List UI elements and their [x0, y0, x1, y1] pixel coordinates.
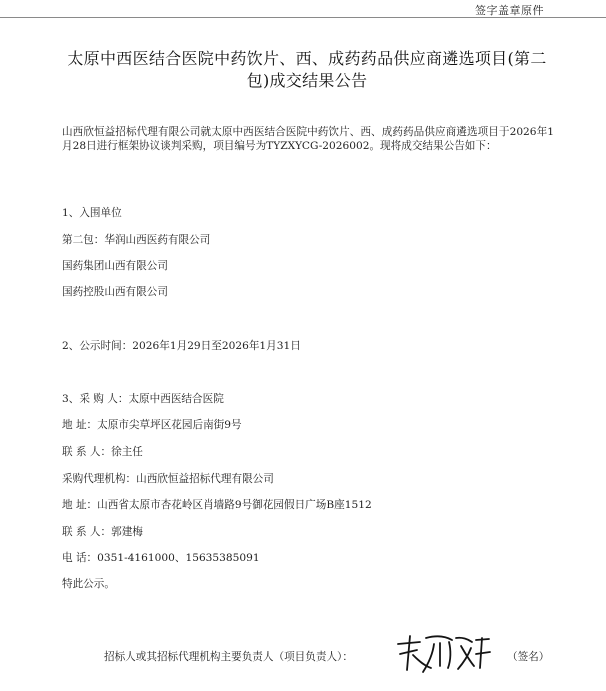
signature-label: 招标人或其招标代理机构主要负责人（项目负责人）：	[104, 651, 353, 663]
agency-contact: 联 系 人：郭建梅	[62, 526, 143, 538]
purchaser-line: 3、采 购 人：太原中西医结合医院	[62, 393, 224, 405]
purchaser-contact: 联 系 人：徐主任	[62, 446, 143, 458]
section-1-heading: 1、入围单位	[62, 207, 122, 219]
agency-name: 采购代理机构：山西欣恒益招标代理有限公司	[62, 473, 274, 485]
intro-paragraph: 山西欣恒益招标代理有限公司就太原中西医结合医院中药饮片、西、成药药品供应商遴选项目于2026年1月28日进行框架协议谈判采购，项目编号为TYZXYCG-2026002。现将成交结果公告如下：	[62, 126, 554, 152]
handwritten-signature	[392, 626, 496, 678]
closing-note: 特此公示。	[62, 578, 115, 590]
announcement-title: 太原中西医结合医院中药饮片、西、成药药品供应商遴选项目(第二包)成交结果公告	[67, 49, 547, 90]
winner-line-3: 国药控股山西有限公司	[62, 286, 168, 298]
winner-line-2: 国药集团山西有限公司	[62, 260, 168, 272]
purchaser-address: 地 址：太原市尖草坪区花园后南街9号	[62, 419, 242, 431]
phone-line: 电 话：0351-4161000、15635385091	[62, 552, 260, 564]
agency-address: 地 址：山西省太原市杏花岭区肖墙路9号御花园假日广场B座1512	[62, 499, 372, 511]
signature-note: （签名）	[507, 651, 550, 663]
publicity-period: 2、公示时间：2026年1月29日至2026年1月31日	[62, 340, 301, 352]
original-copy-label: 签字盖章原件	[475, 4, 544, 17]
winner-line-1: 第二包：华润山西医药有限公司	[62, 234, 211, 246]
